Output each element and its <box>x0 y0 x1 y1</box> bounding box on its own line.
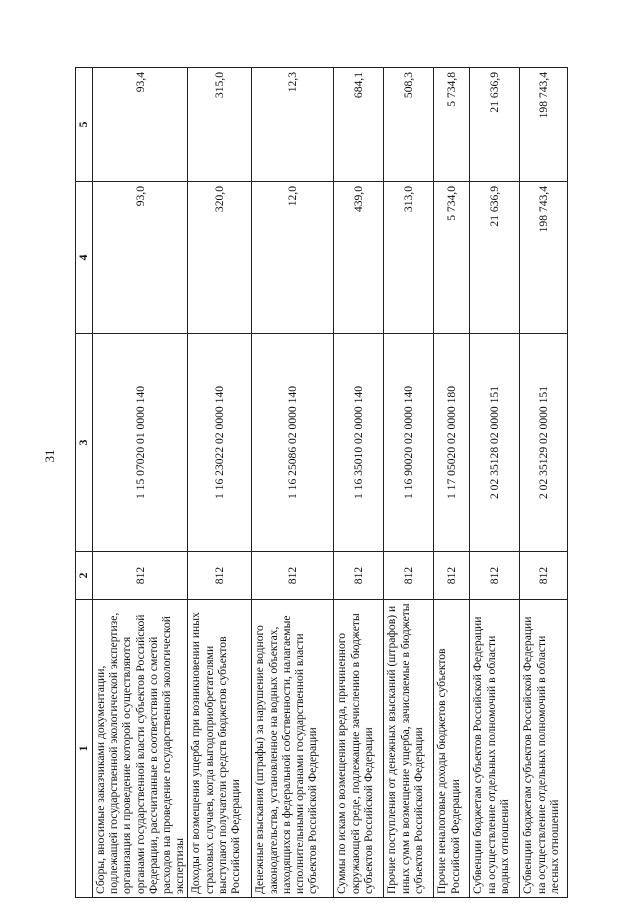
row-plan-value: 12,0 <box>252 182 334 334</box>
header-col-4: 4 <box>76 182 93 334</box>
table-row <box>384 68 434 898</box>
table-row <box>334 68 384 898</box>
table-row <box>188 68 252 898</box>
row-plan-value: 21 636,9 <box>470 182 520 334</box>
row-budget-code: 2 02 35129 02 0000 151 <box>520 334 568 552</box>
row-fact-value: 198 743,4 <box>520 68 568 182</box>
row-fact-value: 12,3 <box>252 68 334 182</box>
row-plan-value: 93,0 <box>93 182 188 334</box>
row-fact-value: 21 636,9 <box>470 68 520 182</box>
table-row <box>434 68 470 898</box>
row-admin-code: 812 <box>188 552 252 600</box>
row-fact-value: 508,3 <box>384 68 434 182</box>
table-row <box>252 68 334 898</box>
row-budget-code: 1 16 35010 02 0000 140 <box>334 334 384 552</box>
row-plan-value: 198 743,4 <box>520 182 568 334</box>
row-fact-value: 684,1 <box>334 68 384 182</box>
header-col-1: 1 <box>76 600 93 898</box>
table-row <box>93 68 188 898</box>
row-fact-value: 5 734,8 <box>434 68 470 182</box>
row-budget-code: 1 16 90020 02 0000 140 <box>384 334 434 552</box>
page-number: 31 <box>42 449 57 463</box>
header-col-3: 3 <box>76 334 93 552</box>
row-budget-code: 2 02 35128 02 0000 151 <box>470 334 520 552</box>
table-row <box>470 68 520 898</box>
table-container <box>75 68 561 898</box>
row-fact-value: 93,4 <box>93 68 188 182</box>
row-plan-value: 320,0 <box>188 182 252 334</box>
row-name: Суммы по искам о возмещении вреда, причиненного окружающей среде, подлежащие зачислению в бюджеты субъектов Российской Федерации <box>334 600 384 898</box>
row-admin-code: 812 <box>470 552 520 600</box>
row-name: Доходы от возмещения ущерба при возникновении иных страховых случаев, когда выгодоприобретателями выступают получатели средств бюджетов субъектов Российской Федерации <box>188 600 252 898</box>
header-row <box>76 68 93 898</box>
row-plan-value: 439,0 <box>334 182 384 334</box>
row-budget-code: 1 16 25086 02 0000 140 <box>252 334 334 552</box>
rotated-table-frame <box>75 68 561 898</box>
row-name: Денежные взыскания (штрафы) за нарушение водного законодательства, установленное на водных объектах, находящихся в федеральной собственности, налагаемые исполнительными органами государственной власти субъектов Российской Федерации <box>252 600 334 898</box>
table-row <box>520 68 568 898</box>
row-admin-code: 812 <box>384 552 434 600</box>
revenue-table <box>75 67 568 898</box>
row-name: Прочие неналоговые доходы бюджетов субъектов Российской Федерации <box>434 600 470 898</box>
header-col-5: 5 <box>76 68 93 182</box>
row-name: Прочие поступления от денежных взысканий (штрафов) и иных сумм в возмещение ущерба, зачисляемые в бюджеты субъектов Российской Федерации <box>384 600 434 898</box>
row-admin-code: 812 <box>252 552 334 600</box>
row-admin-code: 812 <box>520 552 568 600</box>
row-plan-value: 313,0 <box>384 182 434 334</box>
row-admin-code: 812 <box>93 552 188 600</box>
row-name: Сборы, вносимые заказчиками документации, подлежащей государственной экологической экспертизе, организация и проведение которой осуществляются органами государственной власти субъектов Российской Федерации, рассчитанные в соответствии со сметой расходов на проведение государственной экологической экспертизы <box>93 600 188 898</box>
row-plan-value: 5 734,0 <box>434 182 470 334</box>
header-col-2: 2 <box>76 552 93 600</box>
row-budget-code: 1 15 07020 01 0000 140 <box>93 334 188 552</box>
row-fact-value: 315,0 <box>188 68 252 182</box>
row-name: Субвенции бюджетам субъектов Российской Федерации на осуществление отдельных полномочий в области лесных отношений <box>520 600 568 898</box>
row-budget-code: 1 16 23022 02 0000 140 <box>188 334 252 552</box>
row-admin-code: 812 <box>434 552 470 600</box>
row-budget-code: 1 17 05020 02 0000 180 <box>434 334 470 552</box>
row-admin-code: 812 <box>334 552 384 600</box>
row-name: Субвенции бюджетам субъектов Российской Федерации на осуществление отдельных полномочий в области водных отношений <box>470 600 520 898</box>
